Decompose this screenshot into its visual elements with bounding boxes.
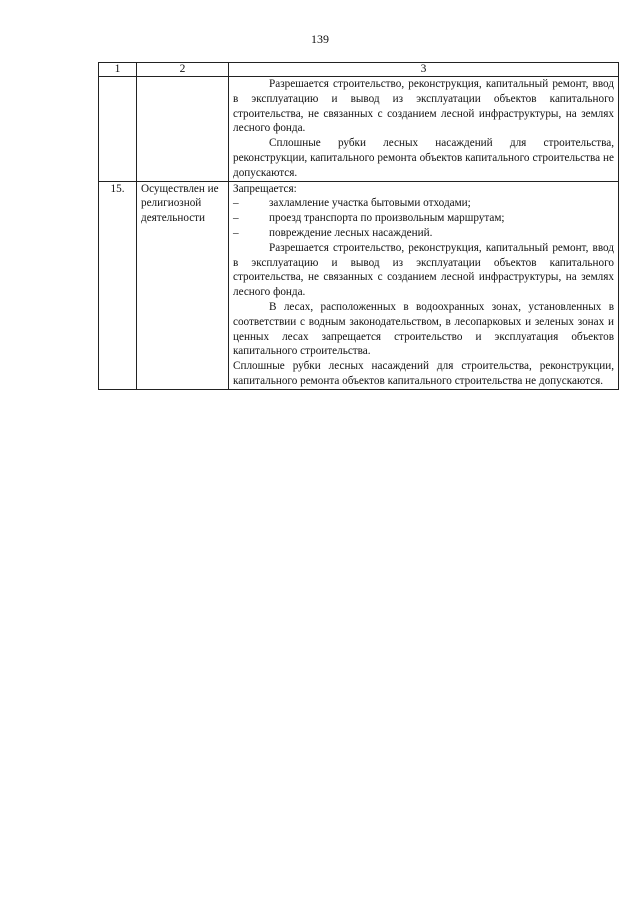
- paragraph-allowed-construction: Разрешается строительство, реконструкция, капитальный ремонт, ввод в эксплуатацию и вывод из эксплуатации объектов капитального строительства, не связанных с созданием лесной инфраструктуры, на землях лесного фонда.: [233, 241, 614, 299]
- paragraph-clear-cutting: Сплошные рубки лесных насаждений для строительства, реконструкции, капитального ремонта объектов капитального строительства не допускаются.: [233, 360, 614, 387]
- list-item-text: повреждение лесных насаждений.: [269, 226, 433, 239]
- row-number-cell: [99, 77, 137, 182]
- header-col-1: 1: [99, 63, 137, 77]
- regulations-table: [98, 62, 619, 390]
- dash-marker: –: [233, 197, 239, 210]
- dash-marker: –: [233, 226, 239, 239]
- table-header-row: [99, 63, 619, 77]
- list-item: [233, 211, 614, 226]
- table-row-continuation: [99, 77, 619, 182]
- table-row-15: [99, 181, 619, 389]
- row-name-cell: Осуществлен ие религиозной деятельности: [137, 181, 229, 389]
- paragraph-clear-cutting: Сплошные рубки лесных насаждений для строительства, реконструкции, капитального ремонта объектов капитального строительства не допускаются.: [233, 137, 614, 179]
- list-item: [233, 196, 614, 211]
- prohibited-intro: Запрещается:: [233, 182, 297, 195]
- row-content-cell: [229, 181, 619, 389]
- header-col-2: 2: [137, 63, 229, 77]
- paragraph-allowed-construction: Разрешается строительство, реконструкция, капитальный ремонт, ввод в эксплуатацию и вывод из эксплуатации объектов капитального строительства, не связанных с созданием лесной инфраструктуры, на землях лесного фонда.: [233, 78, 614, 135]
- list-item-text: захламление участка бытовыми отходами;: [269, 197, 471, 210]
- row-name-cell: [137, 77, 229, 182]
- row-number-cell: 15.: [99, 181, 137, 389]
- page-number: 139: [311, 32, 329, 46]
- dash-marker: –: [233, 212, 239, 225]
- list-item: [233, 226, 614, 241]
- paragraph-water-protection: В лесах, расположенных в водоохранных зонах, установленных в соответствии с водным законодательством, в лесопарковых и зеленых зонах и ценных лесах запрещается строительство и эксплуатация объектов капитального строительства.: [233, 300, 614, 358]
- row-content-cell: [229, 77, 619, 182]
- header-col-3: 3: [229, 63, 619, 77]
- list-item-text: проезд транспорта по произвольным маршрутам;: [269, 212, 505, 225]
